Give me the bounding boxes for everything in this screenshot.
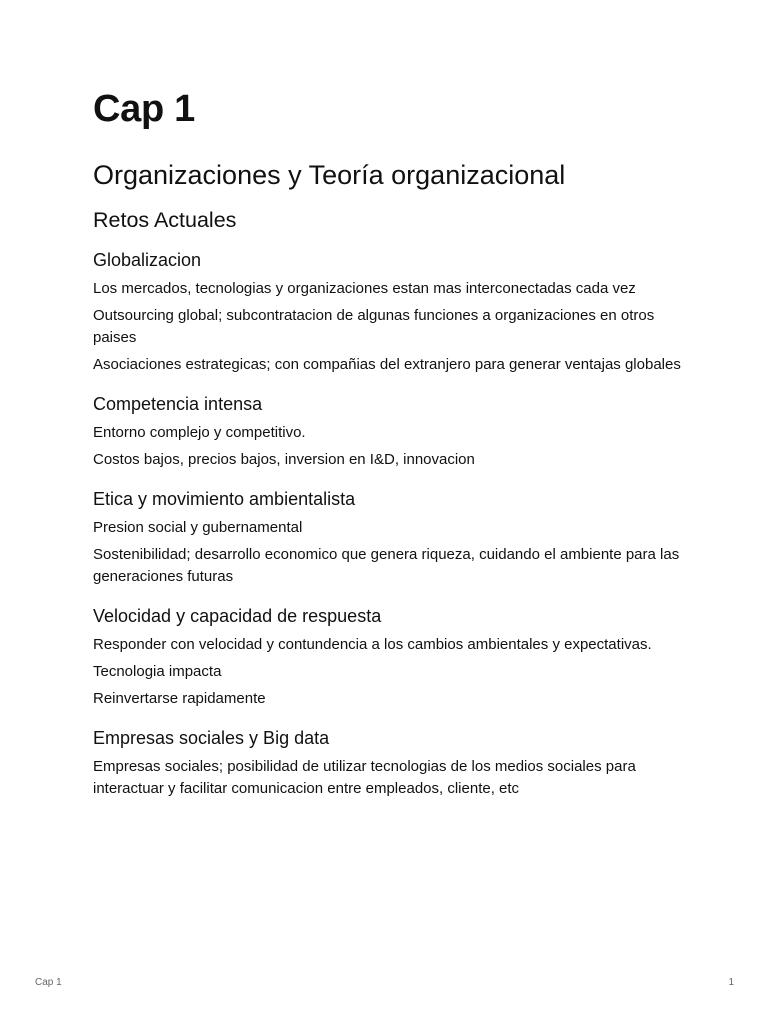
subsection-heading: Etica y movimiento ambientalista bbox=[93, 489, 356, 509]
footer-document-name: Cap 1 bbox=[35, 977, 62, 988]
paragraph: Asociaciones estrategicas; con compañias del extranjero para generar ventajas globales bbox=[93, 356, 681, 373]
paragraph: Empresas sociales; posibilidad de utilizar tecnologias de los medios sociales para interactuar y facilitar comunicacion entre empleados, cliente, etc bbox=[93, 758, 636, 797]
section-globalizacion bbox=[93, 248, 683, 376]
document-subtitle: Organizaciones y Teoría organizacional bbox=[93, 160, 566, 190]
section-heading: Retos Actuales bbox=[93, 208, 237, 232]
paragraph: Presion social y gubernamental bbox=[93, 519, 303, 536]
paragraph: Responder con velocidad y contundencia a los cambios ambientales y expectativas. bbox=[93, 636, 652, 653]
footer-page-number: 1 bbox=[728, 977, 734, 988]
sections-list bbox=[93, 248, 683, 800]
subsection-heading: Empresas sociales y Big data bbox=[93, 728, 330, 748]
paragraph: Los mercados, tecnologias y organizaciones estan mas interconectadas cada vez bbox=[93, 280, 636, 297]
subsection-heading: Velocidad y capacidad de respuesta bbox=[93, 606, 382, 626]
subsection-heading: Competencia intensa bbox=[93, 394, 263, 414]
subsection-heading: Globalizacion bbox=[93, 250, 202, 270]
section-etica-ambientalista bbox=[93, 487, 683, 588]
section-velocidad-respuesta bbox=[93, 604, 683, 710]
paragraph: Entorno complejo y competitivo. bbox=[93, 424, 306, 441]
document-title: Cap 1 bbox=[93, 88, 195, 130]
section-empresas-sociales-big-data bbox=[93, 726, 683, 800]
section-competencia-intensa bbox=[93, 392, 683, 471]
paragraph: Sostenibilidad; desarrollo economico que genera riqueza, cuidando el ambiente para las generaciones futuras bbox=[93, 546, 680, 585]
paragraph: Reinvertarse rapidamente bbox=[93, 690, 266, 707]
paragraph: Outsourcing global; subcontratacion de algunas funciones a organizaciones en otros paises bbox=[93, 307, 655, 346]
paragraph: Costos bajos, precios bajos, inversion en I&D, innovacion bbox=[93, 451, 475, 468]
page-content bbox=[93, 86, 683, 800]
paragraph: Tecnologia impacta bbox=[93, 663, 222, 680]
